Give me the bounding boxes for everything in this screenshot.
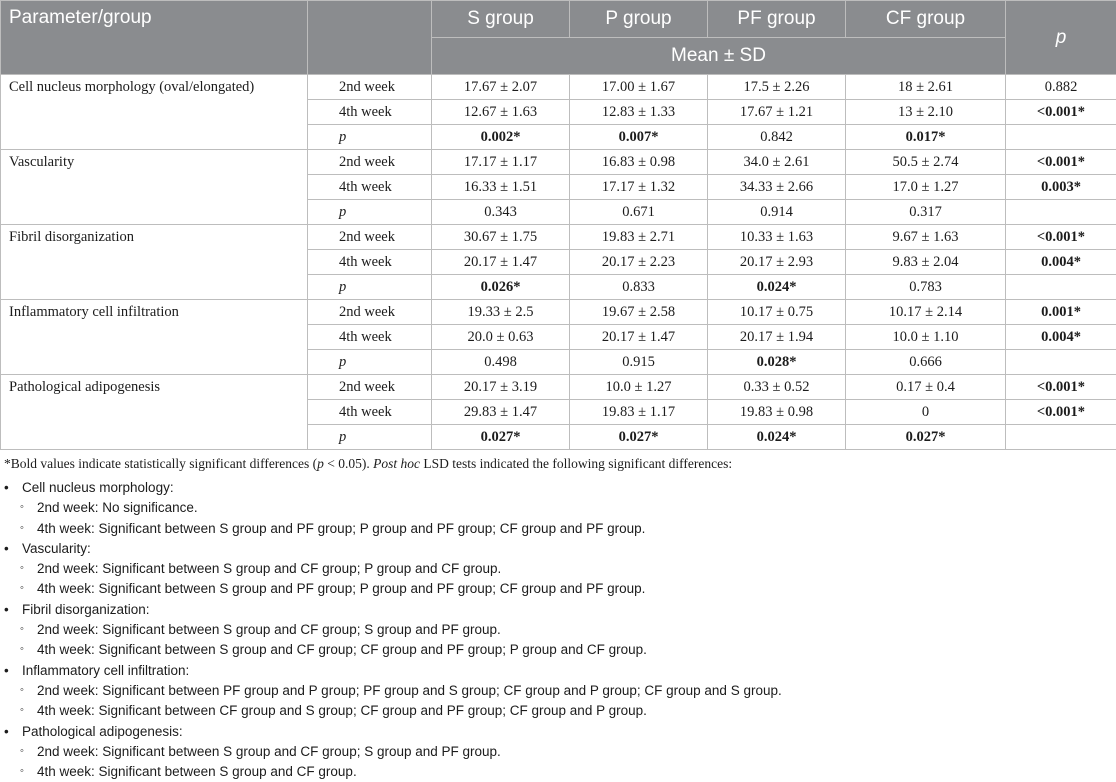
posthoc-item [0,539,782,600]
posthoc-subitem-text: 4th week: Significant between S group and PF group; P group and PF group; CF group and PF group. [37,521,645,536]
circle-bullet-icon: ◦ [20,741,24,761]
posthoc-subitem-text: 4th week: Significant between S group and CF group; CF group and PF group; P group and CF group. [37,642,647,657]
cell-cf-group: 10.0 ± 1.10 [846,325,1006,350]
cell-s-group: 17.17 ± 1.17 [432,150,570,175]
cell-s-group: 30.67 ± 1.75 [432,225,570,250]
cell-pf-group: 0.024* [708,275,846,300]
table-row [1,150,1116,175]
header-cf-group: CF group [846,1,1006,38]
time-label: 2nd week [308,75,432,100]
cell-cf-group: 10.17 ± 2.14 [846,300,1006,325]
posthoc-subitem-text: 2nd week: Significant between S group and CF group; S group and PF group. [37,744,501,759]
footnote [4,456,732,472]
cell-p-group: 0.671 [570,200,708,225]
posthoc-subitem [22,498,782,518]
time-label: 2nd week [308,225,432,250]
time-label: 4th week [308,175,432,200]
cell-cf-group: 0 [846,400,1006,425]
parameter-name: Pathological adipogenesis [1,375,308,450]
time-label: p [308,125,432,150]
time-label: p [308,425,432,450]
cell-p-group: 0.833 [570,275,708,300]
posthoc-subitem [22,681,782,701]
cell-p-value: 0.004* [1006,325,1116,350]
posthoc-title: Vascularity: [22,541,91,556]
parameter-name: Cell nucleus morphology (oval/elongated) [1,75,308,150]
posthoc-item [0,661,782,722]
cell-p-group: 19.83 ± 2.71 [570,225,708,250]
cell-cf-group: 9.83 ± 2.04 [846,250,1006,275]
cell-cf-group: 17.0 ± 1.27 [846,175,1006,200]
cell-s-group: 20.17 ± 3.19 [432,375,570,400]
posthoc-subitem-text: 4th week: Significant between CF group and S group; CF group and PF group; CF group and P group. [37,703,647,718]
cell-p-group: 19.67 ± 2.58 [570,300,708,325]
cell-p-group: 17.17 ± 1.32 [570,175,708,200]
time-label: 4th week [308,325,432,350]
header-mean-sd: Mean ± SD [432,38,1006,75]
time-label: 4th week [308,250,432,275]
footnote-text-2: < 0.05). [324,456,373,471]
posthoc-item [0,478,782,539]
posthoc-subitem [22,701,782,721]
cell-s-group: 0.027* [432,425,570,450]
posthoc-item [0,722,782,782]
table-row [1,75,1116,100]
header-p-group: P group [570,1,708,38]
cell-pf-group: 0.028* [708,350,846,375]
cell-pf-group: 17.67 ± 1.21 [708,100,846,125]
cell-pf-group: 20.17 ± 2.93 [708,250,846,275]
posthoc-subitem [22,742,782,762]
time-label: 4th week [308,100,432,125]
table-row [1,375,1116,400]
table-row [1,300,1116,325]
posthoc-subitem-text: 4th week: Significant between S group and PF group; P group and PF group; CF group and PF group. [37,581,645,596]
cell-cf-group: 0.027* [846,425,1006,450]
posthoc-subitem [22,519,782,539]
bullet-icon: • [4,539,9,559]
bullet-icon: • [4,661,9,681]
cell-p-group: 17.00 ± 1.67 [570,75,708,100]
cell-p-group: 0.915 [570,350,708,375]
cell-s-group: 19.33 ± 2.5 [432,300,570,325]
cell-cf-group: 13 ± 2.10 [846,100,1006,125]
cell-pf-group: 10.17 ± 0.75 [708,300,846,325]
cell-pf-group: 20.17 ± 1.94 [708,325,846,350]
cell-s-group: 0.343 [432,200,570,225]
cell-cf-group: 0.317 [846,200,1006,225]
footnote-text-3: LSD tests indicated the following significant differences: [420,456,732,471]
posthoc-title: Inflammatory cell infiltration: [22,663,189,678]
parameter-name: Fibril disorganization [1,225,308,300]
circle-bullet-icon: ◦ [20,680,24,700]
circle-bullet-icon: ◦ [20,578,24,598]
circle-bullet-icon: ◦ [20,619,24,639]
cell-s-group: 29.83 ± 1.47 [432,400,570,425]
cell-cf-group: 50.5 ± 2.74 [846,150,1006,175]
cell-p-group: 20.17 ± 1.47 [570,325,708,350]
cell-pf-group: 0.914 [708,200,846,225]
posthoc-sublist [22,498,782,539]
cell-p-value [1006,425,1116,450]
cell-p-value: <0.001* [1006,225,1116,250]
posthoc-sublist [22,559,782,600]
posthoc-title: Fibril disorganization: [22,602,150,617]
cell-cf-group: 18 ± 2.61 [846,75,1006,100]
cell-p-group: 16.83 ± 0.98 [570,150,708,175]
cell-pf-group: 34.0 ± 2.61 [708,150,846,175]
header-time-blank [308,1,432,75]
bullet-icon: • [4,478,9,498]
cell-p-value: <0.001* [1006,375,1116,400]
posthoc-sublist [22,681,782,722]
cell-pf-group: 0.024* [708,425,846,450]
posthoc-item [0,600,782,661]
cell-p-value: <0.001* [1006,150,1116,175]
cell-p-value: 0.004* [1006,250,1116,275]
cell-p-value: 0.003* [1006,175,1116,200]
posthoc-subitem-text: 2nd week: Significant between PF group and P group; PF group and S group; CF group and P group; CF group and S group. [37,683,782,698]
posthoc-subitem-text: 2nd week: Significant between S group and CF group; P group and CF group. [37,561,501,576]
cell-p-value: <0.001* [1006,100,1116,125]
cell-s-group: 0.498 [432,350,570,375]
cell-s-group: 20.0 ± 0.63 [432,325,570,350]
header-parameter-group: Parameter/group [1,1,308,75]
cell-p-group: 10.0 ± 1.27 [570,375,708,400]
header-p-value: p [1006,1,1116,75]
cell-s-group: 16.33 ± 1.51 [432,175,570,200]
posthoc-title: Cell nucleus morphology: [22,480,174,495]
cell-p-value [1006,125,1116,150]
cell-pf-group: 19.83 ± 0.98 [708,400,846,425]
time-label: 2nd week [308,150,432,175]
cell-p-value [1006,275,1116,300]
cell-p-value [1006,200,1116,225]
cell-s-group: 20.17 ± 1.47 [432,250,570,275]
posthoc-subitem-text: 4th week: Significant between S group and CF group. [37,764,357,779]
circle-bullet-icon: ◦ [20,639,24,659]
time-label: 2nd week [308,375,432,400]
posthoc-list [0,478,782,782]
cell-p-group: 12.83 ± 1.33 [570,100,708,125]
cell-pf-group: 34.33 ± 2.66 [708,175,846,200]
circle-bullet-icon: ◦ [20,518,24,538]
cell-p-group: 19.83 ± 1.17 [570,400,708,425]
cell-s-group: 0.026* [432,275,570,300]
bullet-icon: • [4,722,9,742]
cell-cf-group: 0.017* [846,125,1006,150]
circle-bullet-icon: ◦ [20,497,24,517]
cell-p-value: <0.001* [1006,400,1116,425]
table-row [1,225,1116,250]
time-label: p [308,350,432,375]
header-pf-group: PF group [708,1,846,38]
cell-s-group: 17.67 ± 2.07 [432,75,570,100]
cell-p-group: 0.027* [570,425,708,450]
circle-bullet-icon: ◦ [20,761,24,781]
cell-s-group: 0.002* [432,125,570,150]
posthoc-subitem [22,559,782,579]
posthoc-subitem-text: 2nd week: No significance. [37,500,198,515]
time-label: p [308,200,432,225]
footnote-posthoc: Post hoc [373,456,420,471]
header-s-group: S group [432,1,570,38]
results-table-body [1,75,1116,450]
posthoc-subitem [22,762,782,782]
footnote-text-1: *Bold values indicate statistically significant differences ( [4,456,317,471]
posthoc-subitem [22,640,782,660]
posthoc-subitem-text: 2nd week: Significant between S group and CF group; S group and PF group. [37,622,501,637]
posthoc-title: Pathological adipogenesis: [22,724,183,739]
cell-p-group: 0.007* [570,125,708,150]
bullet-icon: • [4,600,9,620]
parameter-name: Inflammatory cell infiltration [1,300,308,375]
cell-pf-group: 0.33 ± 0.52 [708,375,846,400]
posthoc-subitem [22,620,782,640]
cell-s-group: 12.67 ± 1.63 [432,100,570,125]
cell-p-value: 0.882 [1006,75,1116,100]
cell-pf-group: 17.5 ± 2.26 [708,75,846,100]
cell-cf-group: 0.17 ± 0.4 [846,375,1006,400]
time-label: p [308,275,432,300]
cell-p-group: 20.17 ± 2.23 [570,250,708,275]
posthoc-sublist [22,620,782,661]
parameter-name: Vascularity [1,150,308,225]
time-label: 2nd week [308,300,432,325]
cell-cf-group: 0.666 [846,350,1006,375]
cell-pf-group: 0.842 [708,125,846,150]
cell-pf-group: 10.33 ± 1.63 [708,225,846,250]
footnote-p: p [317,456,324,471]
cell-cf-group: 9.67 ± 1.63 [846,225,1006,250]
circle-bullet-icon: ◦ [20,700,24,720]
cell-p-value [1006,350,1116,375]
posthoc-sublist [22,742,782,782]
time-label: 4th week [308,400,432,425]
posthoc-subitem [22,579,782,599]
cell-p-value: 0.001* [1006,300,1116,325]
circle-bullet-icon: ◦ [20,558,24,578]
cell-cf-group: 0.783 [846,275,1006,300]
